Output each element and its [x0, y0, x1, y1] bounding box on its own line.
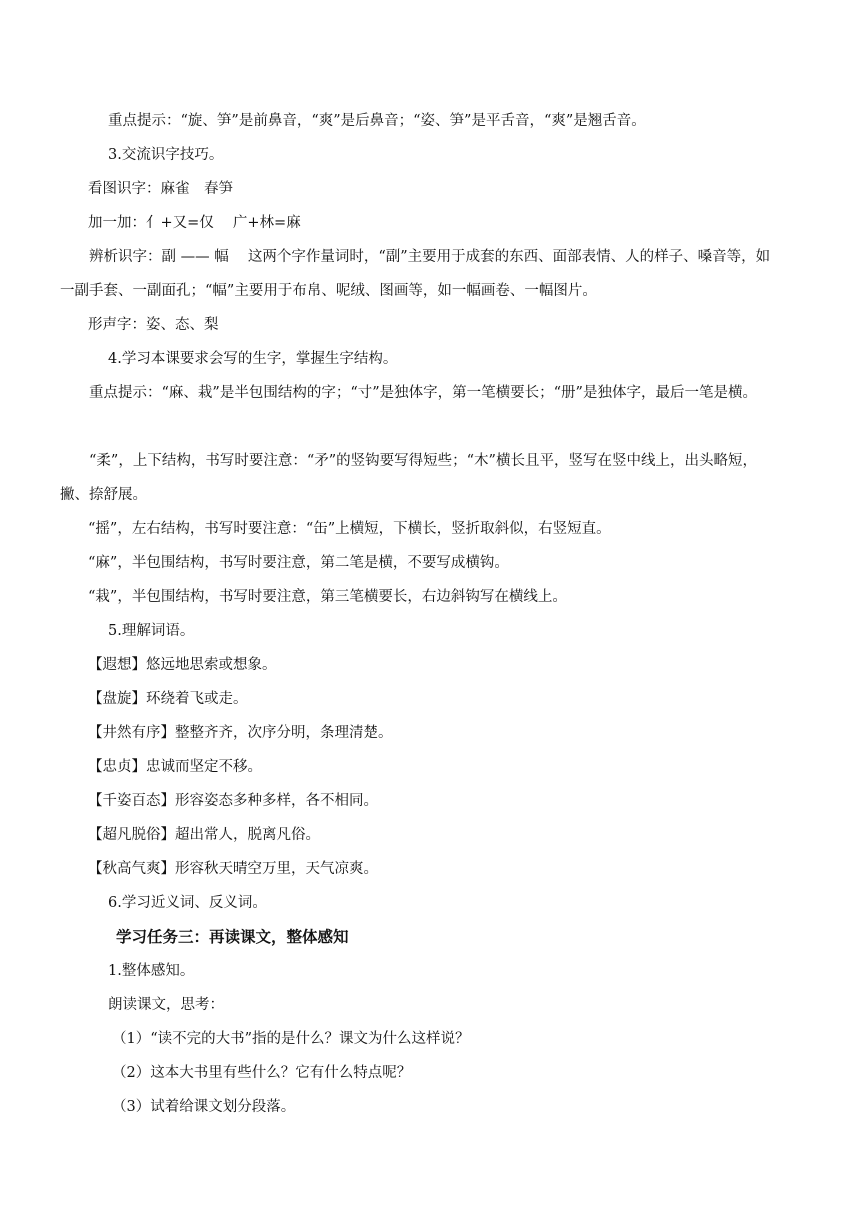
key-point-pronunciation: 重点提示：“旋、笋”是前鼻音，“爽”是后鼻音；“姿、笋”是平舌音，“爽”是翘舌音。	[108, 113, 646, 129]
overall-perception-title: 1.整体感知。	[108, 963, 195, 979]
question-1: （1）“读不完的大书”指的是什么？课文为什么这样说？	[112, 1031, 470, 1047]
ma-character-note: “麻”，半包围结构，书写时要注意，第二笔是横，不要写成横钩。	[88, 555, 509, 571]
vocab-zhongzhen: 【忠贞】忠诚而坚定不移。	[88, 759, 262, 775]
vocab-qianzibaitai: 【千姿百态】形容姿态多种多样，各不相同。	[88, 793, 378, 809]
picture-literacy: 看图识字：麻雀 春笋	[88, 181, 233, 197]
section-3-title: 3.交流识字技巧。	[108, 147, 224, 163]
vocab-qiugaoqishuang: 【秋高气爽】形容秋天晴空万里，天气凉爽。	[88, 861, 378, 877]
phonetic-characters: 形声字：姿、态、梨	[88, 317, 219, 333]
distinguish-literacy: 辨析识字：副 —— 幅 这两个字作量词时，“副”主要用于成套的东西、面部表情、人的样子、嗓音等，如一副手套、一副面孔；“幅”主要用于布帛、呢绒、图画等，如一幅画卷、一幅图片。	[60, 249, 771, 299]
zai-character-note: “栽”，半包围结构，书写时要注意，第三笔横要长，右边斜钩写在横线上。	[88, 589, 567, 605]
read-aloud-prompt: 朗读课文，思考：	[108, 997, 224, 1013]
rou-character-note: “柔”，上下结构，书写时要注意：“矛”的竖钩要写得短些；“木”横长且平，竖写在竖中线上，出头略短，撇、捺舒展。	[60, 453, 757, 503]
task-3-heading: 学习任务三：再读课文，整体感知	[116, 928, 349, 946]
yao-character-note: “摇”，左右结构，书写时要注意：“缶”上横短，下横长，竖折取斜似，右竖短直。	[88, 521, 611, 537]
section-5-title: 5.理解词语。	[108, 623, 195, 639]
vocab-panxuan: 【盘旋】环绕着飞或走。	[88, 691, 248, 707]
add-literacy: 加一加：亻+又=仅 广+林=麻	[88, 215, 301, 231]
vocab-xiaxiang: 【遐想】悠远地思索或想象。	[88, 657, 277, 673]
question-2: （2）这本大书里有些什么？它有什么特点呢？	[112, 1065, 412, 1081]
vocab-jingranyouxu: 【井然有序】整整齐齐，次序分明，条理清楚。	[88, 725, 393, 741]
section-6-title: 6.学习近义词、反义词。	[108, 895, 267, 911]
key-point-structure: 重点提示：“麻、栽”是半包围结构的字；“寸”是独体字，第一笔横要长；“册”是独体字，最后一笔是横。	[89, 385, 757, 401]
question-3: （3）试着给课文划分段落。	[112, 1099, 296, 1115]
section-4-title: 4.学习本课要求会写的生字，掌握生字结构。	[108, 351, 398, 367]
vocab-chaofantuosu: 【超凡脱俗】超出常人，脱离凡俗。	[88, 827, 320, 843]
